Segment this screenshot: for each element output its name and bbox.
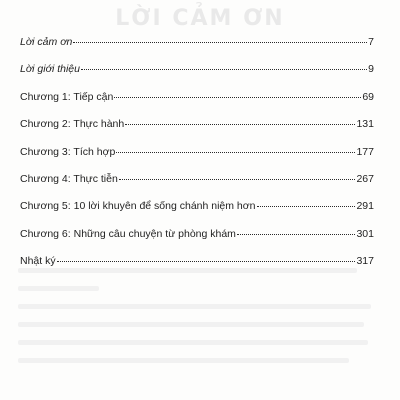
toc-entry-label: Chương 5: 10 lời khuyên để sống chánh niệm hơn [20, 200, 256, 213]
toc-entry-label: Nhật ký [20, 255, 56, 268]
toc-entry-page: 7 [368, 36, 374, 48]
toc-entry-chapter-2[interactable] [20, 118, 374, 145]
toc-dot-leader [116, 152, 355, 153]
toc-entry-page: 131 [356, 118, 374, 131]
toc-entry-acknowledgements[interactable] [20, 36, 374, 63]
toc-entry-label: Lời cảm ơn [20, 36, 73, 48]
toc-entry-journal[interactable] [20, 255, 374, 282]
toc-dot-leader [81, 69, 367, 70]
show-through-line [18, 322, 364, 327]
toc-entry-label: Chương 1: Tiếp cận [20, 90, 114, 103]
toc-entry-page: 291 [356, 200, 374, 213]
toc-entry-label: Chương 2: Thực hành [20, 118, 125, 131]
show-through-line [18, 340, 368, 345]
toc-entry-introduction[interactable] [20, 63, 374, 90]
toc-dot-leader [125, 124, 355, 125]
toc-entry-label: Chương 4: Thực tiễn [20, 172, 118, 185]
toc-entry-page: 317 [356, 255, 374, 268]
show-through-line [18, 286, 99, 291]
show-through-line [18, 358, 349, 363]
toc-entry-chapter-6[interactable] [20, 228, 374, 255]
toc-entry-label: Lời giới thiệu [20, 63, 80, 76]
show-through-line [18, 304, 371, 309]
show-through-text [18, 268, 386, 376]
show-through-title: LỜI CẢM ƠN [115, 6, 285, 31]
toc-entry-chapter-3[interactable] [20, 146, 374, 173]
toc-entry-label: Chương 3: Tích hợp [20, 145, 116, 158]
toc-dot-leader [57, 261, 356, 262]
toc-dot-leader [114, 97, 361, 98]
toc-entry-chapter-4[interactable] [20, 173, 374, 200]
toc-dot-leader [73, 42, 367, 43]
toc-entry-page: 9 [368, 63, 374, 76]
toc-entry-page: 267 [356, 172, 374, 185]
toc-entry-chapter-1[interactable] [20, 91, 374, 118]
toc-entry-page: 177 [356, 145, 374, 158]
toc-dot-leader [237, 234, 356, 235]
toc-dot-leader [257, 206, 356, 207]
toc-entry-label: Chương 6: Những câu chuyện từ phòng khám [20, 227, 236, 240]
toc-entry-chapter-5[interactable] [20, 200, 374, 227]
toc-entry-page: 69 [362, 90, 374, 103]
toc-entry-page: 301 [356, 227, 374, 240]
table-of-contents [20, 36, 374, 283]
toc-dot-leader [119, 179, 356, 180]
